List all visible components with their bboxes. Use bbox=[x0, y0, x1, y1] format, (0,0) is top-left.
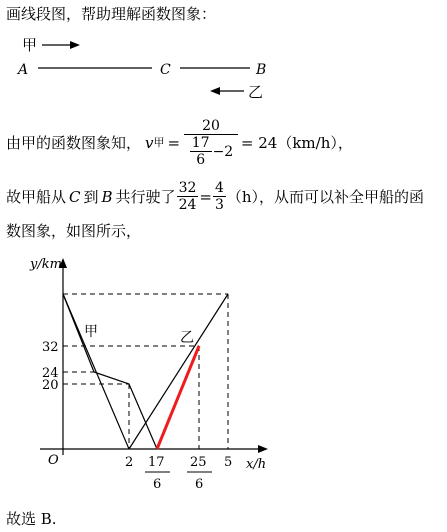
time-fraction-1 bbox=[177, 180, 199, 213]
y-tick-24: 24 bbox=[42, 366, 59, 381]
x-tick-25-6-den: 6 bbox=[195, 477, 204, 492]
time-fraction-1-numerator: 32 bbox=[178, 180, 197, 196]
inner-denominator: 6 bbox=[196, 152, 206, 168]
x-axis-arrow bbox=[258, 445, 268, 453]
x-tick-2: 2 bbox=[125, 455, 134, 470]
time-fraction-1-denominator: 24 bbox=[178, 197, 197, 213]
velocity-symbol: v bbox=[145, 134, 154, 152]
x-tick-25-6-num: 25 bbox=[190, 455, 207, 470]
formula-prefix: 由甲的函数图象知， bbox=[6, 134, 142, 152]
velocity-fraction bbox=[184, 118, 238, 168]
x-tick-17-6-den: 6 bbox=[153, 477, 162, 492]
travel-time-line bbox=[6, 180, 424, 213]
point-A-label: A bbox=[18, 62, 29, 78]
jia-completion-segment bbox=[157, 346, 199, 449]
line2-part1: 故甲船从 bbox=[6, 187, 67, 206]
line2-equals: = bbox=[199, 187, 212, 206]
line2-part3: （h），从而可以补全甲船的函 bbox=[226, 187, 425, 206]
time-fraction-2-numerator: 4 bbox=[214, 180, 224, 196]
conclusion-text: 故选 B. bbox=[6, 510, 57, 528]
jia-curve bbox=[63, 294, 157, 449]
formula-line bbox=[6, 118, 353, 168]
jia-curve-label: 甲 bbox=[84, 324, 98, 340]
x-axis-label: x/h bbox=[246, 457, 267, 472]
velocity-subscript: 甲 bbox=[153, 136, 165, 149]
velocity-numerator: 20 bbox=[184, 118, 238, 135]
velocity-denominator bbox=[187, 135, 235, 168]
point-B-label: B bbox=[256, 62, 267, 78]
inner-numerator: 17 bbox=[191, 135, 210, 151]
yi-arrow-head bbox=[210, 87, 220, 95]
line2-to: 到 bbox=[83, 187, 99, 206]
point-C-label: C bbox=[160, 62, 171, 78]
x-tick-17-6-num: 17 bbox=[148, 455, 165, 470]
inner-minus: −2 bbox=[212, 143, 234, 160]
y-tick-20: 20 bbox=[42, 378, 59, 393]
time-fraction-2 bbox=[213, 180, 226, 213]
time-fraction-2-denominator: 3 bbox=[214, 197, 224, 213]
origin-label: O bbox=[48, 453, 59, 468]
line2-part2: 共行驶了 bbox=[115, 187, 176, 206]
segment-yi-label: 乙 bbox=[248, 83, 264, 101]
line2-point-C: C bbox=[69, 187, 81, 206]
yi-curve-label: 乙 bbox=[180, 330, 194, 346]
inner-fraction bbox=[190, 135, 212, 168]
formula-equals: = bbox=[167, 134, 181, 152]
yi-curve-up bbox=[129, 294, 228, 449]
segment-diagram bbox=[0, 32, 447, 132]
dashed-guides bbox=[63, 294, 228, 449]
segment-jia-label: 甲 bbox=[22, 36, 38, 54]
line2-point-B: B bbox=[101, 187, 113, 206]
y-axis-label: y/km bbox=[30, 257, 62, 272]
line3-text: 数图象，如图所示， bbox=[6, 222, 142, 240]
x-tick-5: 5 bbox=[224, 455, 233, 470]
formula-result: = 24（km/h）， bbox=[240, 134, 353, 152]
intro-text: 画线段图，帮助理解函数图象： bbox=[6, 5, 217, 23]
function-graph bbox=[0, 250, 447, 510]
y-tick-32: 32 bbox=[42, 340, 59, 355]
jia-arrow-head bbox=[70, 41, 80, 49]
